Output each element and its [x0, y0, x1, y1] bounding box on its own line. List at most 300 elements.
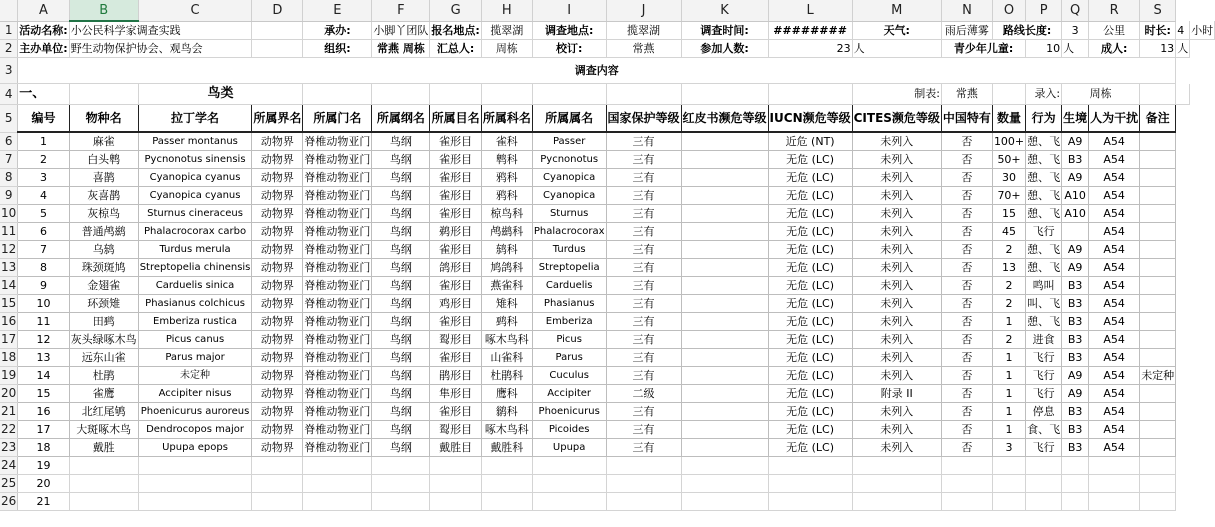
data-cell[interactable] [681, 403, 768, 421]
data-cell[interactable]: 雀形目 [430, 187, 481, 205]
empty-cell[interactable] [768, 493, 852, 511]
data-cell[interactable]: 憩、飞 [1026, 169, 1062, 187]
data-cell[interactable]: 未列入 [852, 259, 941, 277]
data-cell[interactable]: 1 [992, 385, 1025, 403]
data-cell[interactable]: 雀形目 [430, 349, 481, 367]
data-cell[interactable]: 无危 (LC) [768, 295, 852, 313]
data-cell[interactable]: Streptopelia [532, 259, 606, 277]
data-cell[interactable]: 飞行 [1026, 439, 1062, 457]
data-cell[interactable]: Picoides [532, 421, 606, 439]
data-cell[interactable]: 三有 [606, 241, 681, 259]
data-cell[interactable]: 动物界 [252, 241, 303, 259]
data-cell[interactable]: 三有 [606, 403, 681, 421]
data-cell[interactable]: Phoenicurus [532, 403, 606, 421]
data-cell[interactable]: A54 [1089, 132, 1140, 151]
data-cell[interactable]: 17 [18, 421, 69, 439]
data-cell[interactable]: 鸟纲 [372, 187, 430, 205]
data-cell[interactable]: 无危 (LC) [768, 403, 852, 421]
empty-cell[interactable] [532, 457, 606, 475]
data-cell[interactable]: 脊椎动物亚门 [303, 277, 372, 295]
data-cell[interactable]: Phalacrocorax [532, 223, 606, 241]
data-cell[interactable]: 食、飞 [1026, 421, 1062, 439]
data-cell[interactable]: 三有 [606, 331, 681, 349]
row-header[interactable]: 9 [0, 187, 18, 205]
data-cell[interactable]: 否 [941, 223, 992, 241]
row-header[interactable]: 1 [0, 21, 18, 40]
row-header[interactable]: 24 [0, 457, 18, 475]
data-cell[interactable]: A54 [1089, 295, 1140, 313]
data-cell[interactable]: B3 [1062, 151, 1089, 169]
data-cell[interactable]: 1 [992, 421, 1025, 439]
data-cell[interactable]: 啄木鸟科 [481, 421, 532, 439]
empty-cell[interactable] [481, 475, 532, 493]
data-cell[interactable] [681, 241, 768, 259]
empty-cell[interactable] [1062, 493, 1089, 511]
data-cell[interactable]: 3 [992, 439, 1025, 457]
data-cell[interactable]: Carduelis [532, 277, 606, 295]
empty-cell[interactable] [992, 493, 1025, 511]
empty-cell[interactable] [252, 493, 303, 511]
data-cell[interactable]: 雀形目 [430, 205, 481, 223]
data-cell[interactable]: 鹰科 [481, 385, 532, 403]
table-header-cell[interactable]: 编号 [18, 105, 69, 133]
row-header[interactable]: 5 [0, 105, 18, 133]
data-cell[interactable]: 否 [941, 151, 992, 169]
data-cell[interactable]: 白头鹎 [69, 151, 138, 169]
data-cell[interactable]: 未列入 [852, 277, 941, 295]
info-cell[interactable]: 时长: [1140, 21, 1176, 40]
data-cell[interactable]: 否 [941, 421, 992, 439]
data-cell[interactable]: 未列入 [852, 421, 941, 439]
data-cell[interactable]: 未列入 [852, 151, 941, 169]
data-cell[interactable]: 2 [992, 241, 1025, 259]
data-cell[interactable]: Turdus merula [138, 241, 252, 259]
data-cell[interactable]: 2 [992, 277, 1025, 295]
info-cell[interactable] [252, 40, 303, 58]
section-cell[interactable] [1140, 84, 1176, 105]
data-cell[interactable]: 脊椎动物亚门 [303, 241, 372, 259]
data-cell[interactable]: A54 [1089, 187, 1140, 205]
data-cell[interactable]: A9 [1062, 241, 1089, 259]
empty-cell[interactable] [1140, 457, 1176, 475]
info-cell[interactable]: 4 [1176, 21, 1190, 40]
data-cell[interactable] [681, 385, 768, 403]
data-cell[interactable]: Dendrocopos major [138, 421, 252, 439]
data-cell[interactable]: 16 [18, 403, 69, 421]
section-cell[interactable] [481, 84, 532, 105]
empty-cell[interactable] [252, 457, 303, 475]
empty-cell[interactable] [768, 475, 852, 493]
row-header[interactable]: 20 [0, 385, 18, 403]
empty-cell[interactable] [768, 457, 852, 475]
column-header-s[interactable]: S [1140, 0, 1176, 21]
column-header-k[interactable]: K [681, 0, 768, 21]
data-cell[interactable]: 脊椎动物亚门 [303, 259, 372, 277]
table-header-cell[interactable]: 所属界名 [252, 105, 303, 133]
data-cell[interactable]: 否 [941, 187, 992, 205]
data-cell[interactable]: Phalacrocorax carbo [138, 223, 252, 241]
data-cell[interactable]: Streptopelia chinensis [138, 259, 252, 277]
column-header-q[interactable]: Q [1062, 0, 1089, 21]
data-cell[interactable]: 鸣叫 [1026, 277, 1062, 295]
empty-cell[interactable]: 21 [18, 493, 69, 511]
empty-cell[interactable] [941, 475, 992, 493]
info-cell[interactable]: 调查时间: [681, 21, 768, 40]
data-cell[interactable]: 杜鹃科 [481, 367, 532, 385]
empty-cell[interactable] [1140, 475, 1176, 493]
data-cell[interactable]: 13 [18, 349, 69, 367]
data-cell[interactable]: 30 [992, 169, 1025, 187]
empty-cell[interactable] [941, 493, 992, 511]
column-header-r[interactable]: R [1089, 0, 1140, 21]
data-cell[interactable]: Parus major [138, 349, 252, 367]
data-cell[interactable]: 麻雀 [69, 132, 138, 151]
section-cell[interactable] [992, 84, 1025, 105]
data-cell[interactable]: Phoenicurus auroreus [138, 403, 252, 421]
data-cell[interactable] [1140, 385, 1176, 403]
data-cell[interactable] [681, 277, 768, 295]
table-header-cell[interactable]: CITES濒危等级 [852, 105, 941, 133]
data-cell[interactable]: 无危 (LC) [768, 385, 852, 403]
data-cell[interactable]: 未列入 [852, 349, 941, 367]
data-cell[interactable]: 雀形目 [430, 151, 481, 169]
column-header-h[interactable]: H [481, 0, 532, 21]
data-cell[interactable]: 隼形目 [430, 385, 481, 403]
data-cell[interactable]: 无危 (LC) [768, 241, 852, 259]
info-cell[interactable]: 人 [852, 40, 941, 58]
data-cell[interactable]: 否 [941, 259, 992, 277]
table-header-cell[interactable]: 数量 [992, 105, 1025, 133]
column-header-c[interactable]: C [138, 0, 252, 21]
data-cell[interactable]: 三有 [606, 259, 681, 277]
data-cell[interactable]: Accipiter [532, 385, 606, 403]
column-header-l[interactable]: L [768, 0, 852, 21]
info-cell[interactable]: 人 [1062, 40, 1089, 58]
data-cell[interactable]: 动物界 [252, 205, 303, 223]
row-header[interactable]: 4 [0, 84, 18, 105]
info-cell[interactable] [252, 21, 303, 40]
column-header-d[interactable]: D [252, 0, 303, 21]
data-cell[interactable]: 无危 (LC) [768, 151, 852, 169]
data-cell[interactable]: 否 [941, 385, 992, 403]
data-cell[interactable]: 动物界 [252, 439, 303, 457]
row-header[interactable]: 16 [0, 313, 18, 331]
data-cell[interactable]: 鸠鸽科 [481, 259, 532, 277]
data-cell[interactable]: 鸟纲 [372, 385, 430, 403]
data-cell[interactable]: 鸟纲 [372, 295, 430, 313]
data-cell[interactable]: 动物界 [252, 313, 303, 331]
data-cell[interactable]: 15 [992, 205, 1025, 223]
data-cell[interactable]: 无危 (LC) [768, 205, 852, 223]
data-cell[interactable]: 三有 [606, 205, 681, 223]
data-cell[interactable] [681, 331, 768, 349]
data-cell[interactable]: 未列入 [852, 367, 941, 385]
table-header-cell[interactable]: 国家保护等级 [606, 105, 681, 133]
data-cell[interactable]: 椋鸟科 [481, 205, 532, 223]
column-header-n[interactable]: N [941, 0, 992, 21]
data-cell[interactable]: A54 [1089, 349, 1140, 367]
empty-cell[interactable] [681, 475, 768, 493]
section-cell[interactable] [768, 84, 852, 105]
empty-cell[interactable] [992, 457, 1025, 475]
data-cell[interactable]: Cyanopica cyanus [138, 187, 252, 205]
data-cell[interactable]: 雀形目 [430, 241, 481, 259]
info-cell[interactable]: 组织: [303, 40, 372, 58]
empty-cell[interactable] [1062, 457, 1089, 475]
data-cell[interactable]: 脊椎动物亚门 [303, 349, 372, 367]
data-cell[interactable]: 动物界 [252, 259, 303, 277]
data-cell[interactable]: 15 [18, 385, 69, 403]
data-cell[interactable]: 未列入 [852, 223, 941, 241]
row-header[interactable]: 15 [0, 295, 18, 313]
data-cell[interactable]: 9 [18, 277, 69, 295]
data-cell[interactable]: Passer [532, 132, 606, 151]
data-cell[interactable]: 戴胜科 [481, 439, 532, 457]
data-cell[interactable]: 脊椎动物亚门 [303, 313, 372, 331]
data-cell[interactable]: 脊椎动物亚门 [303, 151, 372, 169]
empty-cell[interactable] [852, 493, 941, 511]
data-cell[interactable]: 1 [18, 132, 69, 151]
data-cell[interactable]: 鹈形目 [430, 223, 481, 241]
data-cell[interactable]: 否 [941, 205, 992, 223]
column-header-e[interactable]: E [303, 0, 372, 21]
empty-cell[interactable]: 20 [18, 475, 69, 493]
data-cell[interactable]: 飞行 [1026, 223, 1062, 241]
info-cell[interactable]: 10 [1026, 40, 1062, 58]
data-cell[interactable]: 脊椎动物亚门 [303, 331, 372, 349]
data-cell[interactable]: 18 [18, 439, 69, 457]
data-cell[interactable]: Accipiter nisus [138, 385, 252, 403]
data-cell[interactable]: 脊椎动物亚门 [303, 421, 372, 439]
data-cell[interactable] [681, 367, 768, 385]
select-all-corner[interactable] [0, 0, 18, 21]
data-cell[interactable] [1140, 331, 1176, 349]
data-cell[interactable]: 灰喜鹊 [69, 187, 138, 205]
data-cell[interactable]: 未定种 [138, 367, 252, 385]
data-cell[interactable]: 脊椎动物亚门 [303, 187, 372, 205]
data-cell[interactable] [681, 349, 768, 367]
data-cell[interactable]: A10 [1062, 187, 1089, 205]
section-cell[interactable] [681, 84, 768, 105]
table-header-cell[interactable]: 物种名 [69, 105, 138, 133]
data-cell[interactable]: 未定种 [1140, 367, 1176, 385]
survey-content-title[interactable]: 调查内容 [18, 58, 1176, 84]
info-cell[interactable]: 调查地点: [532, 21, 606, 40]
data-cell[interactable]: 䴕形目 [430, 331, 481, 349]
empty-cell[interactable] [1026, 475, 1062, 493]
table-header-cell[interactable]: 所属门名 [303, 105, 372, 133]
info-cell[interactable]: 承办: [303, 21, 372, 40]
empty-cell[interactable] [532, 493, 606, 511]
data-cell[interactable]: Upupa [532, 439, 606, 457]
data-cell[interactable]: 雀形目 [430, 313, 481, 331]
info-cell[interactable]: 路线长度: [992, 21, 1061, 40]
data-cell[interactable]: 鸬鹚科 [481, 223, 532, 241]
data-cell[interactable]: 三有 [606, 151, 681, 169]
data-cell[interactable]: 啄木鸟科 [481, 331, 532, 349]
section-cell[interactable]: 一、 [18, 84, 69, 105]
data-cell[interactable] [681, 295, 768, 313]
data-cell[interactable] [1062, 223, 1089, 241]
row-header[interactable]: 25 [0, 475, 18, 493]
data-cell[interactable]: A54 [1089, 385, 1140, 403]
data-cell[interactable]: B3 [1062, 349, 1089, 367]
data-cell[interactable]: 2 [992, 295, 1025, 313]
data-cell[interactable]: Cyanopica [532, 187, 606, 205]
data-cell[interactable]: 飞行 [1026, 349, 1062, 367]
data-cell[interactable]: 未列入 [852, 313, 941, 331]
section-cell[interactable] [69, 84, 138, 105]
empty-cell[interactable] [303, 475, 372, 493]
data-cell[interactable]: Carduelis sinica [138, 277, 252, 295]
data-cell[interactable]: 近危 (NT) [768, 132, 852, 151]
data-cell[interactable]: 北红尾鸲 [69, 403, 138, 421]
section-cell[interactable]: 常燕 [941, 84, 992, 105]
data-cell[interactable] [1140, 295, 1176, 313]
data-cell[interactable] [1140, 151, 1176, 169]
data-cell[interactable]: 脊椎动物亚门 [303, 367, 372, 385]
data-cell[interactable]: A54 [1089, 421, 1140, 439]
data-cell[interactable]: 远东山雀 [69, 349, 138, 367]
data-cell[interactable]: B3 [1062, 403, 1089, 421]
section-cell[interactable] [1176, 84, 1190, 105]
data-cell[interactable]: 1 [992, 403, 1025, 421]
data-cell[interactable] [681, 151, 768, 169]
data-cell[interactable]: 鹟科 [481, 403, 532, 421]
info-cell[interactable]: 校订: [532, 40, 606, 58]
empty-cell[interactable] [1089, 475, 1140, 493]
column-header-m[interactable]: M [852, 0, 941, 21]
data-cell[interactable]: 未列入 [852, 439, 941, 457]
data-cell[interactable]: 无危 (LC) [768, 313, 852, 331]
data-cell[interactable]: 动物界 [252, 403, 303, 421]
info-cell[interactable]: 汇总人: [430, 40, 481, 58]
data-cell[interactable]: 喜鹊 [69, 169, 138, 187]
data-cell[interactable]: 4 [18, 187, 69, 205]
data-cell[interactable]: Cuculus [532, 367, 606, 385]
data-cell[interactable]: 大斑啄木鸟 [69, 421, 138, 439]
row-header[interactable]: 14 [0, 277, 18, 295]
data-cell[interactable] [1140, 132, 1176, 151]
data-cell[interactable]: 鸫科 [481, 241, 532, 259]
data-cell[interactable]: 50+ [992, 151, 1025, 169]
data-cell[interactable]: 否 [941, 295, 992, 313]
data-cell[interactable]: 脊椎动物亚门 [303, 169, 372, 187]
info-cell[interactable]: 周栋 [481, 40, 532, 58]
data-cell[interactable]: 鸟纲 [372, 421, 430, 439]
data-cell[interactable]: A54 [1089, 439, 1140, 457]
data-cell[interactable]: 鸟纲 [372, 223, 430, 241]
data-cell[interactable]: A54 [1089, 205, 1140, 223]
data-cell[interactable]: A54 [1089, 313, 1140, 331]
data-cell[interactable]: A54 [1089, 331, 1140, 349]
data-cell[interactable]: 䴕形目 [430, 421, 481, 439]
data-cell[interactable]: 憩、飞 [1026, 205, 1062, 223]
row-header[interactable]: 22 [0, 421, 18, 439]
data-cell[interactable]: 戴胜目 [430, 439, 481, 457]
empty-cell[interactable] [852, 475, 941, 493]
data-cell[interactable]: 未列入 [852, 187, 941, 205]
data-cell[interactable]: B3 [1062, 439, 1089, 457]
empty-cell[interactable] [430, 475, 481, 493]
data-cell[interactable]: 否 [941, 132, 992, 151]
section-cell[interactable]: 鸟类 [138, 84, 303, 105]
data-cell[interactable]: 动物界 [252, 421, 303, 439]
section-cell[interactable] [606, 84, 681, 105]
empty-cell[interactable] [606, 475, 681, 493]
data-cell[interactable]: 未列入 [852, 403, 941, 421]
data-cell[interactable]: 5 [18, 205, 69, 223]
row-header[interactable]: 2 [0, 40, 18, 58]
empty-cell[interactable] [138, 457, 252, 475]
row-header[interactable]: 8 [0, 169, 18, 187]
section-cell[interactable] [532, 84, 606, 105]
column-header-j[interactable]: J [606, 0, 681, 21]
data-cell[interactable]: 动物界 [252, 223, 303, 241]
data-cell[interactable]: 憩、飞 [1026, 132, 1062, 151]
data-cell[interactable]: 脊椎动物亚门 [303, 132, 372, 151]
data-cell[interactable]: 14 [18, 367, 69, 385]
data-cell[interactable]: 13 [992, 259, 1025, 277]
data-cell[interactable]: 金翅雀 [69, 277, 138, 295]
section-cell[interactable] [430, 84, 481, 105]
data-cell[interactable]: 未列入 [852, 205, 941, 223]
data-cell[interactable]: 二级 [606, 385, 681, 403]
data-cell[interactable]: 未列入 [852, 132, 941, 151]
data-cell[interactable]: 山雀科 [481, 349, 532, 367]
empty-cell[interactable] [681, 457, 768, 475]
info-cell[interactable]: 青少年儿童: [941, 40, 1025, 58]
data-cell[interactable]: A10 [1062, 205, 1089, 223]
data-cell[interactable]: 鸟纲 [372, 241, 430, 259]
data-cell[interactable]: A54 [1089, 403, 1140, 421]
data-cell[interactable]: B3 [1062, 313, 1089, 331]
data-cell[interactable]: 憩、飞 [1026, 259, 1062, 277]
data-cell[interactable]: B3 [1062, 331, 1089, 349]
info-cell[interactable]: 成人: [1089, 40, 1140, 58]
empty-cell[interactable] [1026, 457, 1062, 475]
empty-cell[interactable] [1089, 493, 1140, 511]
data-cell[interactable]: 三有 [606, 295, 681, 313]
data-cell[interactable]: 动物界 [252, 151, 303, 169]
empty-cell[interactable] [606, 457, 681, 475]
empty-cell[interactable] [430, 457, 481, 475]
data-cell[interactable]: Passer montanus [138, 132, 252, 151]
data-cell[interactable]: A9 [1062, 132, 1089, 151]
data-cell[interactable]: 雀形目 [430, 132, 481, 151]
data-cell[interactable]: 70+ [992, 187, 1025, 205]
data-cell[interactable]: 飞行 [1026, 385, 1062, 403]
info-cell[interactable]: 公里 [1089, 21, 1140, 40]
data-cell[interactable]: 雀形目 [430, 277, 481, 295]
data-cell[interactable]: 否 [941, 439, 992, 457]
empty-cell[interactable] [138, 493, 252, 511]
data-cell[interactable]: 100+ [992, 132, 1025, 151]
data-cell[interactable]: 杜鹃 [69, 367, 138, 385]
data-cell[interactable] [1140, 241, 1176, 259]
info-cell[interactable]: 主办单位: [18, 40, 69, 58]
data-cell[interactable]: 无危 (LC) [768, 277, 852, 295]
data-cell[interactable]: 6 [18, 223, 69, 241]
data-cell[interactable]: 否 [941, 277, 992, 295]
empty-cell[interactable] [303, 457, 372, 475]
data-cell[interactable]: Sturnus cineraceus [138, 205, 252, 223]
empty-cell[interactable] [1062, 475, 1089, 493]
column-header-p[interactable]: P [1026, 0, 1062, 21]
data-cell[interactable]: 三有 [606, 313, 681, 331]
row-header[interactable]: 23 [0, 439, 18, 457]
empty-cell[interactable] [606, 493, 681, 511]
